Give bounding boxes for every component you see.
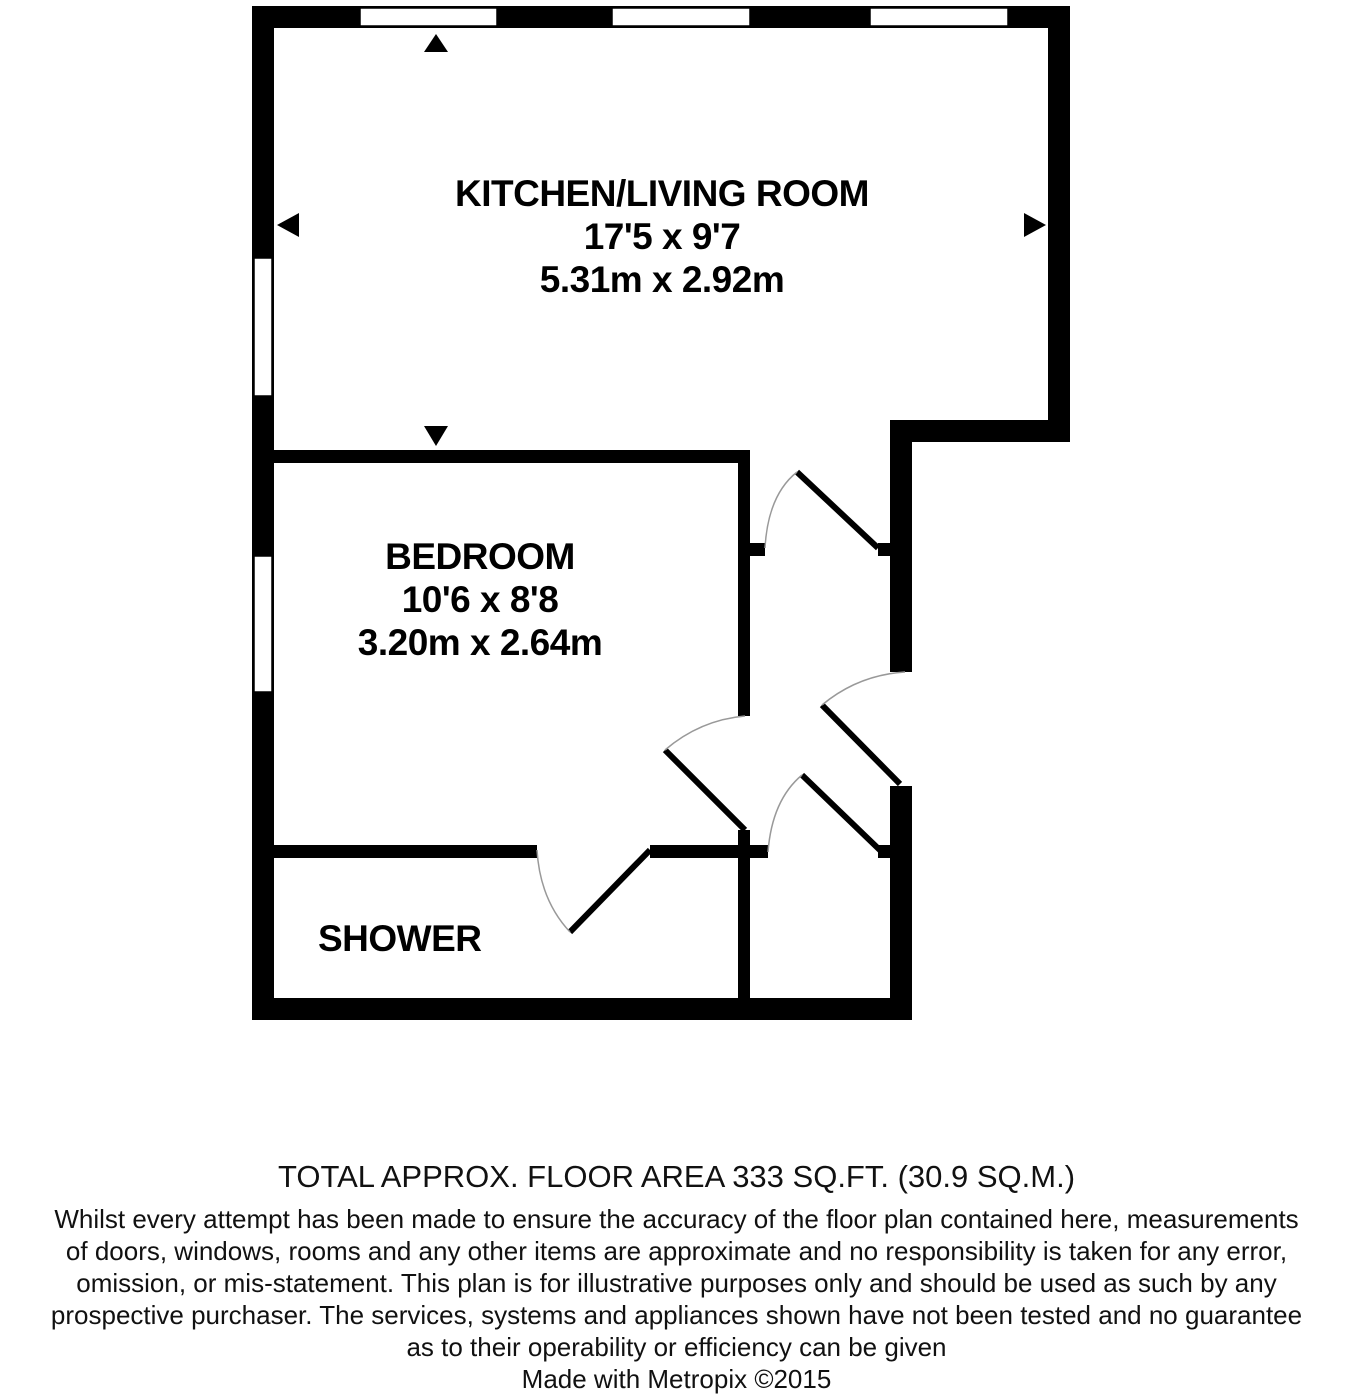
room-name: BEDROOM <box>385 536 575 577</box>
total-area: TOTAL APPROX. FLOOR AREA 333 SQ.FT. (30.9 SQ.M.) <box>277 1159 1076 1194</box>
arrow-right-icon <box>1024 213 1046 237</box>
room-name: SHOWER <box>318 918 482 959</box>
room-imperial: 17'5 x 9'7 <box>583 216 741 257</box>
disclaimer-line: prospective purchaser. The services, systems and appliances shown have not been tested and no guarantee <box>50 1300 1303 1330</box>
disclaimer-line: of doors, windows, rooms and any other items are approximate and no responsibility is taken for any error, <box>65 1236 1288 1266</box>
arrow-up-icon <box>424 34 448 52</box>
arrow-down-icon <box>424 426 448 446</box>
credit: Made with Metropix ©2015 <box>521 1364 832 1394</box>
disclaimer <box>0 1203 1353 1395</box>
bedroom-label <box>300 535 660 664</box>
shower-label <box>318 917 482 960</box>
arrow-left-icon <box>277 213 299 237</box>
room-metric: 5.31m x 2.92m <box>539 259 785 300</box>
disclaimer-line: Whilst every attempt has been made to ensure the accuracy of the floor plan contained here, measurements <box>54 1204 1299 1234</box>
kitchen-label <box>412 172 912 301</box>
disclaimer-line: omission, or mis-statement. This plan is for illustrative purposes only and should be used as such by any <box>76 1268 1277 1298</box>
disclaimer-line: as to their operability or efficiency can be given <box>406 1332 947 1362</box>
room-imperial: 10'6 x 8'8 <box>401 579 559 620</box>
room-name: KITCHEN/LIVING ROOM <box>455 173 869 214</box>
walls <box>252 6 1070 1020</box>
room-metric: 3.20m x 2.64m <box>357 622 603 663</box>
